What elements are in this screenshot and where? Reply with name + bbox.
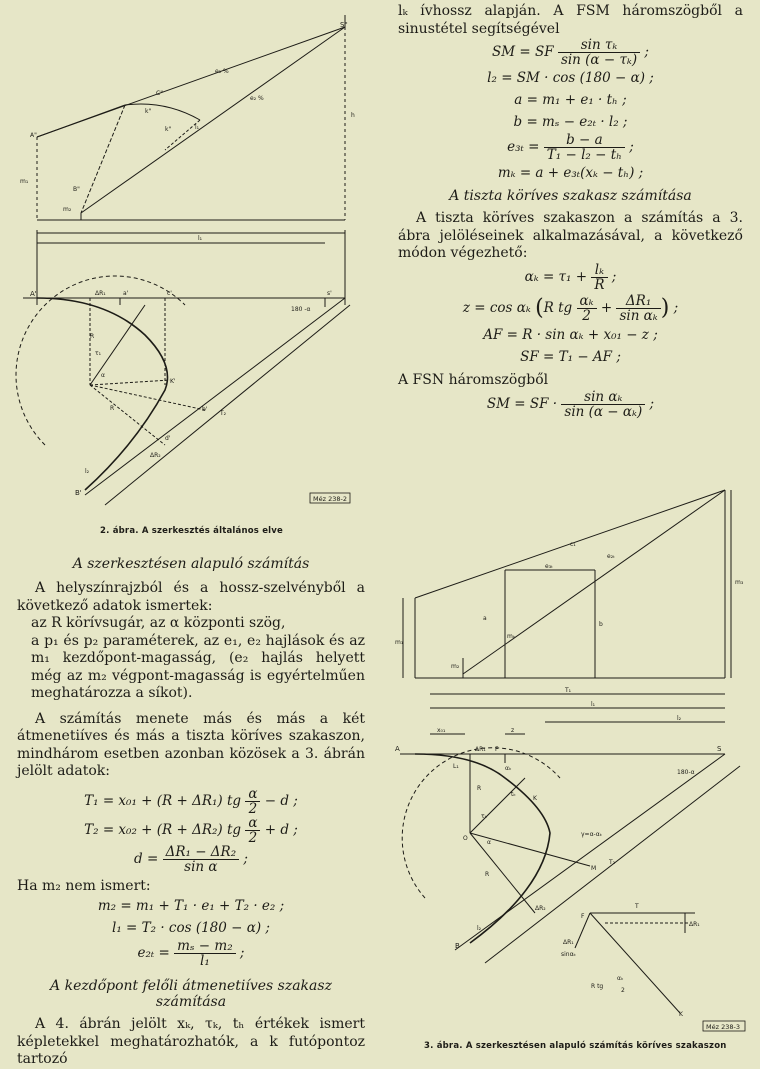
fig3-label-l2: l₂ bbox=[677, 715, 682, 722]
fig3-label-B: B bbox=[455, 942, 460, 950]
paragraph-arc-length: lₖ ívhossz alapján. A FSM háromszögből a sinustétel segítségével bbox=[398, 3, 743, 37]
fig3-label-e2t: e₂ₜ bbox=[607, 553, 615, 560]
fig2-label-T2: T₂ bbox=[220, 410, 227, 417]
fig3-label-m1: m₁ bbox=[395, 639, 404, 646]
paragraph-pure-arc: A tiszta köríves szakaszon a számítás a 3. ábra jelöléseinek alkalmazásával, a következő módon végezhető: bbox=[398, 210, 743, 261]
fig2-label-tau: τ₁ bbox=[95, 350, 102, 357]
equation-SM2: SM = SF · $\frac{\text{sin αₖ}}{\text{sin (α − αₖ)}}$ ; bbox=[486, 388, 655, 420]
equation-alpha-k: αₖ = τ₁ + $\frac{\text{lₖ}}{R}$ ; bbox=[524, 261, 617, 293]
figure-3-drawing bbox=[395, 478, 755, 1033]
paragraph-intro: A helyszínrajzból és a hossz-szelvényből a következő adatok ismertek: bbox=[17, 580, 365, 614]
equation-b: b = mₛ − e₂ₜ · l₂ ; bbox=[513, 114, 628, 130]
equation-SF: SF = T₁ − AF ; bbox=[520, 349, 621, 365]
fig3-label-Kd: K bbox=[679, 1011, 683, 1018]
left-column bbox=[17, 556, 365, 1069]
figure-2-caption: 2. ábra. A szerkesztés általános elve bbox=[100, 526, 283, 536]
fig2-label-c1: c' bbox=[167, 290, 172, 297]
fig2-label-h: h bbox=[351, 112, 355, 119]
fig3-label-angle: 180-α bbox=[677, 769, 695, 776]
fig2-label-kp: k" bbox=[165, 126, 172, 133]
equation-l1: l₁ = T₂ · cos (180 − α) ; bbox=[112, 920, 270, 936]
fig2-label-R: R bbox=[90, 333, 95, 340]
fig2-label-l1b: l₁ bbox=[198, 235, 203, 242]
fig2-label-s2: S" bbox=[340, 21, 348, 29]
equation-T2: T₂ = x₀₂ + (R + ΔR₂) tg $\frac{\alpha}{2}$ + d ; bbox=[84, 814, 298, 846]
fig3-label-L1: L₁ bbox=[453, 763, 459, 770]
paragraph-fig4: A 4. ábrán jelölt xₖ, τₖ, tₕ értékek ismert képletekkel meghatározhatók, a k futópontoz tartozó bbox=[17, 1016, 365, 1067]
fig3-label-tk: tₖ bbox=[511, 791, 516, 798]
fig3-label-K: K bbox=[533, 795, 537, 802]
fig2-label-b1: b' bbox=[202, 406, 208, 413]
paragraph-known-data: az R körívsugár, az α központi szög, a p₁ és p₂ paraméterek, az e₁, e₂ hajlások és az m₁ kezdőpont-magasság, (e₂ hajlás helyett még az m₂ végpont-magasság is egyértelműen meghatározza a síkot). bbox=[31, 615, 365, 701]
fig3-label-Fd: F bbox=[581, 913, 585, 920]
fig2-label-e2: e₂ % bbox=[250, 95, 264, 102]
heading-start-transition: A kezdőpont felőli átmenetiíves szakasz számítása bbox=[50, 978, 332, 1010]
fig2-label-a1: a' bbox=[123, 290, 129, 297]
fig2-label-l1: l₁ bbox=[195, 124, 200, 131]
fig2-label-dR2: ΔR₂ bbox=[150, 452, 161, 459]
fig3-label-dR1: ΔR₁ bbox=[475, 746, 486, 753]
fig2-label-alpha: α bbox=[101, 372, 105, 379]
fig3-label-sinak: sinαₖ bbox=[561, 951, 577, 958]
fig3-label-O: O bbox=[463, 835, 468, 842]
fig3-label-dRk: ΔR₁ bbox=[563, 939, 574, 946]
fig3-label-a: a bbox=[483, 615, 487, 622]
fig3-label-mk: mₖ bbox=[507, 633, 516, 640]
equation-m2: m₂ = m₁ + T₁ · e₁ + T₂ · e₂ ; bbox=[97, 898, 285, 914]
fig2-label-d1: d' bbox=[165, 435, 171, 442]
fig3-label-T2: T₂ bbox=[609, 859, 616, 866]
right-column bbox=[398, 3, 743, 419]
fig3-label-Rtg: R tg bbox=[591, 983, 604, 990]
fig3-label-x01: x₀₁ bbox=[437, 727, 446, 734]
fig3-label-alpha: α bbox=[487, 839, 491, 846]
fig3-label-b: b bbox=[599, 621, 603, 628]
figure-2-drawing bbox=[15, 5, 365, 515]
figure-2 bbox=[15, 5, 365, 515]
fig3-label-R: R bbox=[477, 785, 482, 792]
fig2-label-b2: B" bbox=[73, 186, 80, 193]
fig3-label-two: 2 bbox=[621, 987, 625, 994]
fig3-label-M: M bbox=[591, 865, 597, 872]
equation-mk: mₖ = a + e₃ₜ(xₖ − tₕ) ; bbox=[497, 165, 644, 181]
fig3-label-R2: R bbox=[485, 871, 490, 878]
fig3-label-A: A bbox=[395, 745, 400, 753]
fig2-label-A1: A' bbox=[30, 290, 37, 298]
fig3-label-l2b: l₂ bbox=[477, 925, 482, 932]
heading-calculation: A szerkesztésen alapuló számítás bbox=[72, 556, 310, 572]
equation-a: a = m₁ + e₁ · tₕ ; bbox=[514, 92, 627, 108]
equation-e3t: e₃ₜ = $\frac{b - a}{\text{T₁ − l₂ − tₕ}}$ ; bbox=[507, 132, 634, 163]
paragraph-common-data: A számítás menete más és más a két átmenetiíves és más a tiszta köríves szakaszon, mindhárom esetben azonban közösek a 3. ábrán jelölt adatok: bbox=[17, 710, 365, 779]
fig2-label-c2: C" bbox=[156, 90, 163, 97]
fig3-label-ak2: αₖ bbox=[617, 975, 624, 982]
fig2-label-k: k" bbox=[145, 108, 152, 115]
fig3-label-c1: c₁ bbox=[570, 541, 576, 548]
fig3-label-z: z bbox=[511, 727, 515, 734]
equation-z: z = cos αₖ (R tg $\frac{\text{αₖ}}{2}$ + $\frac{\text{ΔR₁}}{\text{sin αₖ}}$ ) ; bbox=[462, 292, 679, 324]
fig2-label-l2: l₂ bbox=[85, 468, 90, 475]
heading-pure-arc: A tiszta köríves szakasz számítása bbox=[449, 188, 692, 204]
fig3-label-T1: T₁ bbox=[565, 687, 572, 694]
fig3-label-dR2: ΔR₂ bbox=[535, 905, 546, 912]
fig3-label-m2: m₂ bbox=[451, 663, 460, 670]
fig2-label-Rl: R bbox=[110, 405, 115, 412]
equation-e2t: e₂ₜ = $\frac{\text{mₛ − m₂}}{\text{l₁}}$ ; bbox=[137, 938, 245, 969]
fig2-label-e1: e₁ % bbox=[215, 68, 229, 75]
fig2-label-a2: A" bbox=[30, 132, 37, 139]
figure-3 bbox=[395, 478, 755, 1033]
paragraph-if-m2: Ha m₂ nem ismert: bbox=[17, 877, 151, 894]
fig2-badge: Méz 238-2 bbox=[313, 495, 347, 503]
fig2-label-m2: m₂ bbox=[63, 206, 72, 213]
fig3-label-l1: l₁ bbox=[591, 701, 596, 708]
fig3-label-m3: m₃ bbox=[735, 579, 744, 586]
fig3-label-ak: αₖ bbox=[505, 765, 512, 772]
fig3-label-e3t: e₃ₜ bbox=[545, 563, 553, 570]
fig3-label-tau: τₖ bbox=[481, 813, 488, 820]
fig2-label-B1: B' bbox=[75, 489, 82, 497]
fig2-label-angle: 180 -α bbox=[291, 306, 311, 313]
fig2-label-K: K' bbox=[170, 378, 176, 385]
fig2-label-s1: s' bbox=[327, 290, 332, 297]
equation-l2: l₂ = SM · cos (180 − α) ; bbox=[487, 70, 654, 86]
fig3-badge: Méz 238-3 bbox=[706, 1023, 740, 1031]
equation-AF: AF = R · sin αₖ + x₀₁ − z ; bbox=[483, 327, 658, 343]
fig2-label-dR1: ΔR₁ bbox=[95, 290, 106, 297]
fig3-label-T: T bbox=[635, 903, 639, 910]
equation-SM: SM = SF $\frac{\text{sin τₖ}}{\text{sin (α − τₖ)}}$ ; bbox=[492, 37, 649, 68]
figure-3-caption: 3. ábra. A szerkesztésen alapuló számítás köríves szakaszon bbox=[424, 1041, 727, 1051]
fig3-label-dR: ΔR₁ bbox=[689, 921, 700, 928]
fig3-label-gamma: γ=α-αₖ bbox=[581, 831, 603, 838]
paragraph-fsn: A FSN háromszögből bbox=[398, 372, 549, 388]
equation-d: d = $\frac{\text{ΔR₁ − ΔR₂}}{\text{sin α}}$ ; bbox=[134, 843, 248, 875]
fig3-label-F: F bbox=[495, 746, 499, 753]
fig3-label-S: S bbox=[717, 745, 722, 753]
fig2-label-m1: m₁ bbox=[20, 178, 29, 185]
equation-T1: T₁ = x₀₁ + (R + ΔR₁) tg $\frac{\alpha}{2}$ − d ; bbox=[84, 785, 298, 817]
